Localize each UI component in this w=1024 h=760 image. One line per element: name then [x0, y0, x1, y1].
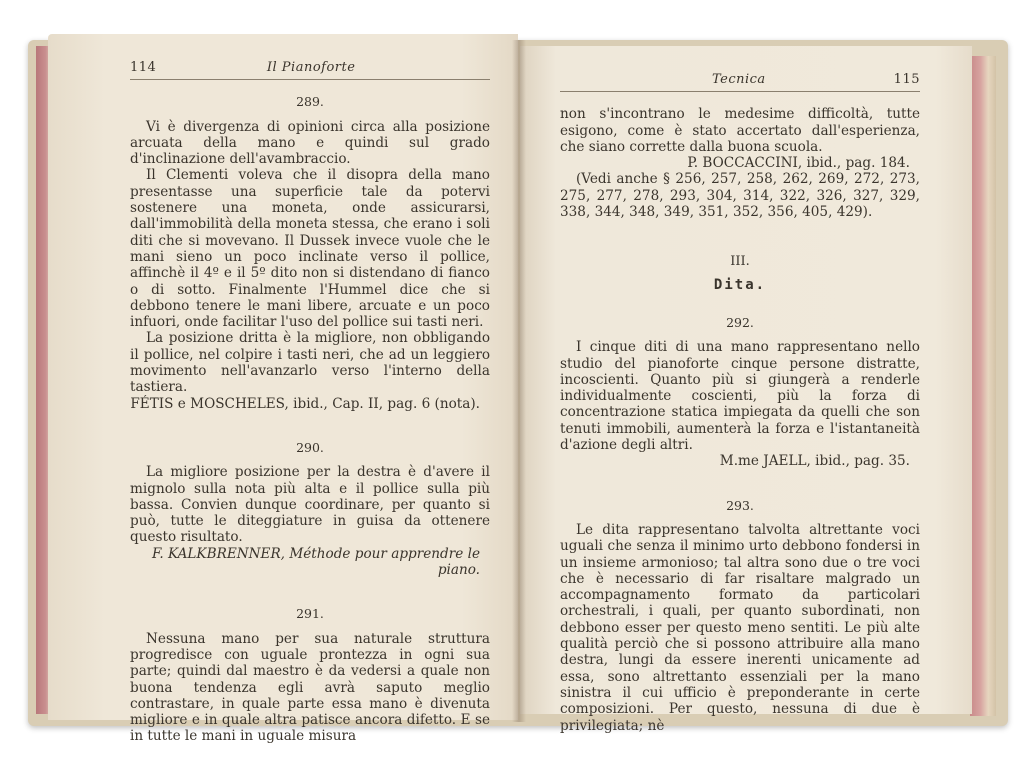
part-title: Dita. [713, 276, 767, 293]
citation: F. KALKBRENNER, Méthode pour apprendre le piano. [152, 545, 480, 579]
citation: M.me JAELL, ibid., pag. 35. [719, 453, 910, 470]
left-page-content [130, 60, 490, 745]
paragraph-continuation: non s'incontrano le medesime difficoltà, tutte esigono, come è stato accertato dall'esperienza, che siano corrette dalla buona scuola. [560, 106, 920, 155]
right-page [520, 46, 972, 734]
right-page-number: 115 [893, 72, 920, 87]
section-number: 289. [296, 94, 324, 110]
paragraph: Nessuna mano per sua naturale struttura progredisce con uguale prontezza in ogni sua parte; quindi dal maestro è da vedersi a quale non buona tendenza egli avrà saputo meglio contrastare, in quale parte essa mano è divenuta migliore e in quale altra patisce ancora difetto. E se in tutte le mani in uguale misura [130, 630, 490, 745]
right-running-head [560, 72, 920, 92]
page-edge-right [970, 56, 996, 716]
citation: P. BOCCACCINI, ibid., pag. 184. [687, 155, 910, 172]
right-page-content [560, 72, 920, 734]
paragraph: La posizione dritta è la migliore, non obbligando il pollice, nel colpire i tasti neri, che ad un leggiero movimento nell'avanzarlo verso l'interno della tastiera. [130, 330, 490, 396]
left-page-number: 114 [130, 60, 157, 75]
section-number: 290. [296, 439, 324, 455]
paragraph: I cinque diti di una mano rappresentano nello studio del pianoforte cinque persone distratte, incoscienti. Quanto più si giungerà a renderle individualmente coscienti, più la forza di concentrazione statica impiegata da quelli che son tenuti immobili, aumenterà la forza e l'istantaneità d'azione degli altri. [560, 339, 920, 454]
part-number: III. [730, 254, 750, 270]
book-gutter [512, 40, 526, 722]
cross-references: (Vedi anche § 256, 257, 258, 262, 269, 272, 273, 275, 277, 278, 293, 304, 314, 322, 326, 327, 329, 338, 344, 348, 349, 351, 352, 356, 405, 429). [560, 171, 920, 221]
section-number: 293. [726, 497, 754, 513]
paragraph: Vi è divergenza di opinioni circa alla posizione arcuata della mano e quindi sul grado d'inclinazione dell'avambraccio. [130, 118, 490, 168]
left-running-head [130, 60, 490, 80]
citation: FÉTIS e MOSCHELES, ibid., Cap. II, pag. 6 (nota). [130, 395, 480, 412]
section-number: 291. [296, 606, 324, 622]
left-page [48, 34, 518, 745]
section-number: 292. [726, 314, 754, 330]
right-running-title: Tecnica [711, 72, 766, 87]
paragraph: Il Clementi voleva che il disopra della mano presentasse una superficie tale da potervi sostenere una moneta, onde assicurarsi, dall'immobilità della moneta stessa, che erano i soli diti che si movevano. Il Dussek invece vuole che le mani sieno un poco inclinate verso il pollice, affinchè il 4º e il 5º dito non si distendano di fianco o di sotto. Finalmente l'Hummel dice che si debbono tenere le mani libere, arcuate e un poco infuori, onde facilitar l'uso del pollice sui tasti neri. [130, 167, 490, 331]
paragraph: Le dita rappresentano talvolta altrettante voci uguali che senza il minimo urto debbono fondersi in un insieme armonioso; tal altra sono due o tre voci che è necessario di far risaltare malgrado un accompagnamento formato da particolari orchestrali, i quali, per quanto subordinati, non debbono esser per questo meno sentiti. Le più alte qualità perciò che si possono attribuire alla mano destra, lungi da essere inerenti unicamente ad essa, sono altrettanto essenziali per la mano sinistra il cui ufficio è preponderante in certe composizioni. Per questo, nessuna di due è privilegiata; nè [560, 521, 920, 734]
paragraph: La migliore posizione per la destra è d'avere il mignolo sulla nota più alta e il pollice sulla più bassa. Convien dunque coordinare, per quanto si può, tutte le diteggiature in guisa da ottenere questo risultato. [130, 464, 490, 546]
left-running-title: Il Pianoforte [266, 60, 356, 75]
